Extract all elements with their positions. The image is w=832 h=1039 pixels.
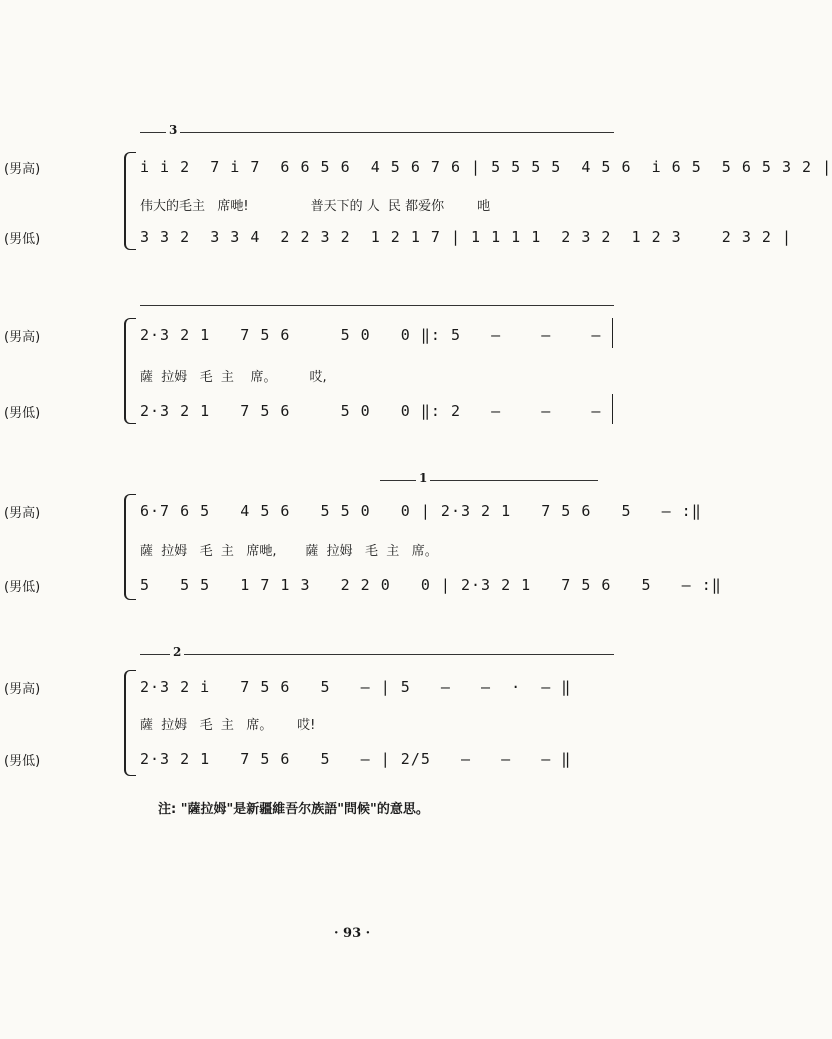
staff-low: 3 3 2 3 3 4 2 2 3 2 1 2 1 7 | 1 1 1 1 2 3 2 1 2 3 2 3 2 | <box>140 228 792 246</box>
part-label-low: (男低) <box>4 754 41 769</box>
staff-low: 2·3 2 1 7 5 6 5 0 0 ‖: 2 — — — <box>140 402 602 420</box>
part-label-high: (男高) <box>4 330 41 345</box>
volta-number: 1 <box>416 471 430 485</box>
system-brace <box>124 152 136 250</box>
staff-high: i i 2 7 i 7 6 6 5 6 4 5 6 7 6 | 5 5 5 5 4 5 6 i 6 5 5 6 5 3 2 | <box>140 158 832 176</box>
page-number: · 93 · <box>334 926 371 941</box>
staff-high: 6·7 6 5 4 5 6 5 5 0 0 | 2·3 2 1 7 5 6 5 — :‖ <box>140 502 702 520</box>
barline-end <box>612 318 613 348</box>
system-brace <box>124 318 136 424</box>
part-label-low: (男低) <box>4 232 41 247</box>
part-label-low: (男低) <box>4 580 41 595</box>
part-label-low: (男低) <box>4 406 41 421</box>
footnote: 注: "薩拉姆"是新疆維吾尔族語"問候"的意思。 <box>158 802 429 817</box>
volta-bracket <box>380 471 598 491</box>
barline-end <box>612 394 613 424</box>
lyrics-line: 伟大的毛主 席哋! 普天下的 人 民 都爱你 吔 <box>140 199 491 214</box>
system-brace <box>124 494 136 600</box>
staff-low: 5 5 5 1 7 1 3 2 2 0 0 | 2·3 2 1 7 5 6 5 — :‖ <box>140 576 722 594</box>
volta-bracket <box>140 645 614 665</box>
part-label-high: (男高) <box>4 162 41 177</box>
lyrics-line: 薩 拉姆 毛 主 席哋, 薩 拉姆 毛 主 席。 <box>140 544 438 559</box>
lyrics-line: 薩 拉姆 毛 主 席。 哎! <box>140 718 316 733</box>
system-brace <box>124 670 136 776</box>
system-top-rule <box>140 305 614 306</box>
staff-high: 2·3 2 1 7 5 6 5 0 0 ‖: 5 — — — <box>140 326 602 344</box>
staff-low: 2·3 2 1 7 5 6 5 — | 2/5 — — — ‖ <box>140 750 572 768</box>
part-label-high: (男高) <box>4 506 41 521</box>
volta-bracket <box>140 123 614 143</box>
volta-number: 2 <box>170 645 184 659</box>
part-label-high: (男高) <box>4 682 41 697</box>
volta-number: 3 <box>166 123 180 137</box>
staff-high: 2·3 2 i 7 5 6 5 — | 5 — — · — ‖ <box>140 678 572 696</box>
lyrics-line: 薩 拉姆 毛 主 席。 哎, <box>140 370 327 385</box>
